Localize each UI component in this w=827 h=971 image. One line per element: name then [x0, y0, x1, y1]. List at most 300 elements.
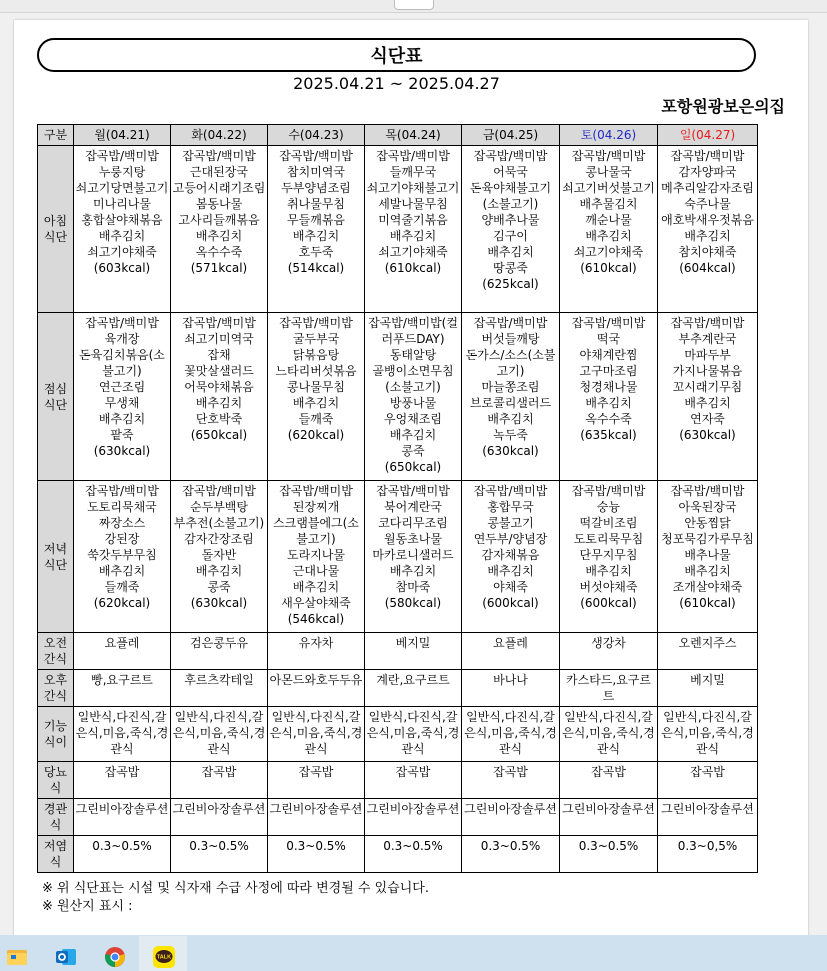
row-label: 기능 식이 [38, 707, 74, 762]
menu-item: 쇠고기버섯불고기 [562, 181, 655, 195]
row-label: 오전 간식 [38, 633, 74, 670]
menu-item: (630kcal) [93, 444, 151, 458]
menu-item: 마카로니샐러드 [372, 548, 454, 562]
menu-item: 골뱅이소면무침(소불고기) [372, 364, 454, 394]
menu-cell [560, 146, 658, 313]
chrome-icon[interactable] [103, 945, 127, 969]
menu-item: 쇠고기야채불고기 [366, 181, 460, 195]
menu-item: 잡곡밥/백미밥 [85, 149, 159, 163]
page-title: 식단표 [37, 38, 756, 72]
menu-item: 오렌지주스 [678, 636, 737, 650]
menu-item: (546kcal) [287, 612, 345, 626]
menu-cell [74, 670, 171, 707]
kakaotalk-icon[interactable] [152, 945, 176, 969]
table-header-row [38, 125, 758, 146]
menu-item: 0.3~0.5% [286, 839, 346, 853]
table-row [38, 481, 758, 633]
menu-cell [171, 707, 268, 762]
menu-item: 부추전(소불고기) [173, 516, 265, 530]
menu-item: 떡국 [596, 332, 621, 346]
day-header: 금(04.25) [462, 125, 560, 146]
menu-item: 감자채볶음 [481, 548, 540, 562]
menu-item: 쇠고기야채죽 [573, 245, 644, 259]
menu-cell [560, 313, 658, 481]
menu-item: 새우살야채죽 [281, 596, 351, 610]
menu-cell [74, 836, 171, 873]
menu-item: 유자차 [298, 636, 334, 650]
row-label: 경관 식 [38, 799, 74, 836]
menu-cell [560, 836, 658, 873]
menu-item: (514kcal) [287, 261, 345, 275]
menu-item: 잡곡밥 [298, 765, 334, 779]
menu-item: 잡곡밥/백미밥 [571, 316, 646, 330]
menu-item: 미나리나물 [93, 197, 151, 211]
menu-item: (610kcal) [580, 261, 637, 275]
menu-item: 잡곡밥/백미밥 [182, 484, 256, 498]
menu-item: 연자죽 [690, 412, 725, 426]
day-header: 수(04.23) [268, 125, 365, 146]
menu-item: 감자간장조림 [184, 532, 254, 546]
menu-cell [560, 481, 658, 633]
menu-item: 그린비아장솔루션 [464, 802, 557, 816]
menu-item: 쇠고기야채죽 [87, 245, 157, 259]
meal-plan-table [37, 124, 758, 873]
menu-cell [74, 762, 171, 799]
menu-item: 배추김치 [487, 245, 534, 259]
menu-item: (600kcal) [482, 596, 539, 610]
menu-item: 배추김치 [585, 396, 632, 410]
corner-header: 구분 [38, 125, 74, 146]
menu-item: 돌자반 [201, 548, 237, 562]
menu-item: 누룽지탕 [98, 165, 146, 179]
menu-cell [560, 799, 658, 836]
menu-item: 잡곡밥/백미밥 [473, 484, 548, 498]
menu-cell [365, 481, 462, 633]
row-label: 아침 식단 [38, 146, 74, 313]
menu-item: 배추김치 [195, 229, 243, 243]
menu-item: 미역줄기볶음 [378, 213, 448, 227]
menu-item: 강된장 [104, 532, 140, 546]
menu-item: 잡곡밥/백미밥 [279, 484, 353, 498]
menu-cell [74, 481, 171, 633]
menu-item: 잡곡밥 [690, 765, 725, 779]
menu-item: 두부양념조림 [281, 181, 351, 195]
menu-item: 잡곡밥 [493, 765, 528, 779]
menu-item: 코다리무조림 [378, 516, 448, 530]
menu-item: 배추김치 [585, 564, 632, 578]
menu-cell [171, 836, 268, 873]
menu-cell [462, 313, 560, 481]
table-row [38, 762, 758, 799]
menu-item: 근대된장국 [190, 165, 248, 179]
menu-cell [171, 146, 268, 313]
menu-item: 야채계란찜 [579, 348, 638, 362]
menu-item: 콩나물무침 [287, 380, 345, 394]
menu-cell [462, 146, 560, 313]
menu-item: (650kcal) [384, 460, 442, 474]
menu-item: 잡곡밥/백미밥 [473, 149, 548, 163]
menu-cell [74, 707, 171, 762]
menu-cell [658, 313, 758, 481]
menu-item: 무들깨볶음 [287, 213, 345, 227]
menu-item: (630kcal) [190, 596, 248, 610]
menu-item: (620kcal) [93, 596, 151, 610]
menu-item: 돈육김치볶음(소불고기) [79, 348, 165, 378]
menu-item: 후르츠칵테일 [184, 673, 254, 687]
menu-item: 땅콩죽 [493, 261, 528, 275]
menu-item: 배추김치 [487, 564, 534, 578]
menu-item: 배추김치 [389, 229, 437, 243]
menu-item: 돈육야채불고기(소불고기) [469, 181, 552, 211]
menu-item: 우엉채조림 [384, 412, 442, 426]
menu-item: 콩죽 [207, 580, 231, 594]
menu-item: 참치미역국 [287, 165, 345, 179]
menu-item: 콩불고기 [487, 516, 534, 530]
menu-item: (620kcal) [287, 428, 345, 442]
menu-item: 잡곡밥/백미밥 [85, 316, 159, 330]
menu-item: 배추김치 [195, 564, 243, 578]
menu-item: 잡곡밥/백미밥 [670, 316, 745, 330]
menu-cell [462, 836, 560, 873]
menu-item: 일반식,다진식,갈은식,미음,죽식,경관식 [75, 710, 169, 756]
menu-item: 야채죽 [493, 580, 528, 594]
day-header: 목(04.24) [365, 125, 462, 146]
menu-item: 계란,요구르트 [376, 673, 450, 687]
menu-item: 배추김치 [389, 428, 437, 442]
kakaotalk-icon-label: TALK [156, 954, 172, 961]
menu-item: 베지밀 [690, 673, 725, 687]
menu-cell [171, 799, 268, 836]
menu-item: 안동찜닭 [684, 516, 731, 530]
menu-cell [560, 670, 658, 707]
menu-cell [658, 707, 758, 762]
menu-item: 녹두죽 [493, 428, 528, 442]
menu-cell [560, 762, 658, 799]
menu-cell [462, 481, 560, 633]
menu-cell [658, 481, 758, 633]
menu-item: 순두부백탕 [190, 500, 248, 514]
menu-cell [462, 670, 560, 707]
menu-item: 꼬시래기무침 [672, 380, 743, 394]
table-row [38, 836, 758, 873]
menu-item: 봄동나물 [195, 197, 243, 211]
menu-item: 홍합무국 [487, 500, 534, 514]
facility-name: 포항원광보은의집 [661, 97, 785, 116]
menu-item: 콩죽 [401, 444, 425, 458]
menu-item: 그린비아장솔루션 [366, 802, 460, 816]
menu-cell [268, 313, 365, 481]
day-header: 일(04.27) [658, 125, 758, 146]
menu-item: 배추김치 [487, 412, 534, 426]
menu-item: 고등어시래기조림 [172, 181, 266, 195]
menu-item: 그린비아장솔루션 [562, 802, 655, 816]
menu-item: (603kcal) [93, 261, 151, 275]
menu-item: 일반식,다진식,갈은식,미음,죽식,경관식 [464, 710, 557, 756]
menu-item: 단호박죽 [195, 412, 243, 426]
menu-item: 그린비아장솔루션 [661, 802, 754, 816]
menu-item: 생강차 [591, 636, 626, 650]
menu-cell [462, 707, 560, 762]
menu-item: (610kcal) [679, 596, 736, 610]
menu-item: 브로콜리샐러드 [469, 396, 552, 410]
menu-item: 카스타드,요구르트 [566, 673, 651, 703]
menu-cell [268, 633, 365, 670]
menu-item: 연근조림 [98, 380, 146, 394]
menu-item: 잡곡밥 [395, 765, 431, 779]
menu-item: 도토리묵채국 [87, 500, 157, 514]
menu-item: 그린비아장솔루션 [172, 802, 266, 816]
menu-item: 일반식,다진식,갈은식,미음,죽식,경관식 [661, 710, 754, 756]
menu-cell [171, 762, 268, 799]
table-row [38, 670, 758, 707]
menu-item: 검은콩두유 [190, 636, 248, 650]
menu-item: 취나물무침 [287, 197, 345, 211]
row-label: 오후 간식 [38, 670, 74, 707]
menu-item: 배추김치 [292, 396, 340, 410]
menu-item: 들깨죽 [298, 412, 334, 426]
menu-item: 0.3~0.5% [189, 839, 249, 853]
menu-item: 북어계란국 [384, 500, 442, 514]
menu-item: 단무지무침 [579, 548, 638, 562]
menu-item: 잡채 [207, 348, 231, 362]
menu-item: 어묵야채볶음 [184, 380, 254, 394]
menu-item: 쇠고기당면불고기 [75, 181, 169, 195]
day-header: 월(04.21) [74, 125, 171, 146]
notes [42, 880, 429, 916]
menu-item: 옥수수죽 [195, 245, 243, 259]
menu-cell [658, 836, 758, 873]
menu-cell [462, 762, 560, 799]
menu-item: 바나나 [493, 673, 528, 687]
menu-item: 팥죽 [110, 428, 134, 442]
menu-cell [365, 313, 462, 481]
menu-item: 도토리묵무침 [573, 532, 644, 546]
menu-item: 육개장 [104, 332, 140, 346]
menu-item: 베지밀 [395, 636, 431, 650]
menu-item: 연두부/양념장 [473, 532, 548, 546]
menu-item: (580kcal) [384, 596, 442, 610]
menu-cell [365, 836, 462, 873]
menu-cell [365, 670, 462, 707]
menu-item: 그린비아장솔루션 [269, 802, 363, 816]
menu-item: 쇠고기미역국 [184, 332, 254, 346]
menu-item: 0.3~0,5% [677, 839, 738, 853]
menu-cell [268, 670, 365, 707]
menu-cell [268, 707, 365, 762]
menu-item: 배추김치 [585, 229, 632, 243]
menu-item: 빵,요구르트 [91, 673, 153, 687]
menu-item: 어묵국 [493, 165, 528, 179]
menu-item: 0.3~0.5% [578, 839, 639, 853]
row-label: 당뇨 식 [38, 762, 74, 799]
menu-cell [74, 146, 171, 313]
menu-item: 아몬드와호두두유 [269, 673, 363, 687]
menu-item: 무생채 [104, 396, 140, 410]
menu-item: 잡곡밥 [201, 765, 237, 779]
menu-item: 잡곡밥/백미밥 [670, 484, 745, 498]
menu-item: 일반식,다진식,갈은식,미음,죽식,경관식 [269, 710, 363, 756]
menu-item: 느타리버섯볶음 [275, 364, 357, 378]
menu-item: 잡곡밥/백미밥 [279, 316, 353, 330]
menu-item: 0.3~0.5% [92, 839, 152, 853]
menu-item: 그린비아장솔루션 [75, 802, 169, 816]
menu-item: 배추김치 [292, 229, 340, 243]
menu-cell [365, 762, 462, 799]
table-row [38, 633, 758, 670]
table-row [38, 146, 758, 313]
menu-item: 버섯들깨탕 [481, 332, 540, 346]
day-header: 토(04.26) [560, 125, 658, 146]
menu-item: 잡곡밥/백미밥 [376, 484, 450, 498]
menu-cell [462, 799, 560, 836]
menu-item: 도라지나물 [287, 548, 345, 562]
menu-cell [560, 707, 658, 762]
row-label: 저녁 식단 [38, 481, 74, 633]
menu-item: 부추계란국 [678, 332, 737, 346]
menu-item: 동태알탕 [389, 348, 437, 362]
menu-item: 들깨죽 [104, 580, 140, 594]
menu-item: 0.3~0.5% [383, 839, 443, 853]
table-row [38, 313, 758, 481]
menu-item: 잡곡밥 [591, 765, 626, 779]
menu-item: 방풍나물 [389, 396, 437, 410]
menu-item: 잡곡밥/백미밥 [182, 149, 256, 163]
menu-cell [658, 799, 758, 836]
file-explorer-icon[interactable] [5, 945, 29, 969]
menu-cell [462, 633, 560, 670]
menu-item: 잡곡밥/백미밥 [279, 149, 353, 163]
menu-item: 배추김치 [98, 564, 146, 578]
table-row [38, 707, 758, 762]
menu-item: 홍합살야채볶음 [81, 213, 163, 227]
menu-item: 잡곡밥/백미밥 [376, 149, 450, 163]
menu-item: 참치야채죽 [678, 245, 737, 259]
menu-item: 배추김치 [98, 229, 146, 243]
menu-item: 배추김치 [389, 564, 437, 578]
menu-item: 숭늉 [596, 500, 621, 514]
menu-item: 된장찌개 [292, 500, 340, 514]
menu-item: 마파두부 [684, 348, 731, 362]
menu-cell [74, 799, 171, 836]
menu-item: 스크램블에그(소불고기) [273, 516, 359, 546]
menu-item: 잡곡밥/백미밥 [473, 316, 548, 330]
menu-item: 버섯야채죽 [579, 580, 638, 594]
row-label: 점심 식단 [38, 313, 74, 481]
row-label: 저염 식 [38, 836, 74, 873]
outlook-icon[interactable] [54, 945, 78, 969]
menu-cell [658, 146, 758, 313]
menu-item: 마늘쫑조림 [481, 380, 540, 394]
menu-item: 배추김치 [195, 396, 243, 410]
menu-item: 메추리알감자조림 [661, 181, 754, 195]
menu-item: (630kcal) [679, 428, 736, 442]
menu-item: 요플레 [493, 636, 528, 650]
menu-item: 근대나물 [292, 564, 340, 578]
menu-cell [268, 146, 365, 313]
viewer-top-bar [0, 0, 827, 13]
menu-item: 양배추나물 [481, 213, 540, 227]
menu-cell [171, 633, 268, 670]
menu-cell [365, 633, 462, 670]
menu-item: 잡곡밥/백미밥 [182, 316, 256, 330]
menu-cell [268, 799, 365, 836]
menu-item: (571kcal) [190, 261, 248, 275]
menu-item: 호두죽 [298, 245, 334, 259]
menu-item: 가지나물볶음 [672, 364, 743, 378]
menu-cell [560, 633, 658, 670]
menu-cell [171, 670, 268, 707]
menu-item: 요플레 [104, 636, 140, 650]
menu-item: 잡곡밥 [104, 765, 140, 779]
menu-item: 배추김치 [684, 396, 731, 410]
menu-item: 잡곡밥/백미밥 [85, 484, 159, 498]
menu-item: 배추김치 [292, 580, 340, 594]
menu-item: 콩나물국 [585, 165, 632, 179]
menu-item: 잡곡밥/백미밥(컬러푸드DAY) [368, 316, 458, 346]
menu-item: (625kcal) [482, 277, 539, 291]
menu-cell [268, 762, 365, 799]
menu-item: 짜장소스 [98, 516, 146, 530]
menu-item: (650kcal) [190, 428, 248, 442]
note-origin-label: ※ 원산지 표시 : [42, 899, 133, 914]
menu-cell [74, 633, 171, 670]
menu-item: (604kcal) [679, 261, 736, 275]
viewer-tab-handle[interactable] [394, 0, 434, 10]
menu-item: 일반식,다진식,갈은식,미음,죽식,경관식 [562, 710, 655, 756]
menu-item: 배추김치 [684, 564, 731, 578]
menu-item: 청포묵김가루무침 [661, 532, 754, 546]
menu-cell [365, 799, 462, 836]
menu-item: 일반식,다진식,갈은식,미음,죽식,경관식 [172, 710, 266, 756]
menu-item: 떡갈비조림 [579, 516, 638, 530]
menu-item: 숙주나물 [684, 197, 731, 211]
menu-item: 깨순나물 [585, 213, 632, 227]
menu-item: 고구마조림 [579, 364, 638, 378]
menu-item: 쑥갓두부무침 [87, 548, 157, 562]
menu-item: 감자양파국 [678, 165, 737, 179]
menu-cell [171, 481, 268, 633]
menu-item: 옥수수죽 [585, 412, 632, 426]
note-change-notice: ※ 위 식단표는 시설 및 식자재 수급 사정에 따라 변경될 수 있습니다. [42, 881, 429, 896]
menu-item: 청경채나물 [579, 380, 638, 394]
menu-item: 쇠고기야채죽 [378, 245, 448, 259]
menu-cell [74, 313, 171, 481]
menu-item: 김구이 [493, 229, 528, 243]
menu-item: 꽃맛살샐러드 [184, 364, 254, 378]
menu-cell [658, 762, 758, 799]
menu-item: 배추나물 [684, 548, 731, 562]
menu-item: 세발나물무침 [378, 197, 448, 211]
menu-cell [365, 707, 462, 762]
menu-item: 아욱된장국 [678, 500, 737, 514]
menu-cell [658, 670, 758, 707]
menu-item: 돈가스/소스(소불고기) [465, 348, 556, 378]
menu-item: 0.3~0.5% [480, 839, 541, 853]
menu-cell [658, 633, 758, 670]
day-header: 화(04.22) [171, 125, 268, 146]
menu-item: 배추김치 [98, 412, 146, 426]
menu-item: 잡곡밥/백미밥 [571, 149, 646, 163]
menu-item: 잡곡밥/백미밥 [670, 149, 745, 163]
menu-item: 일반식,다진식,갈은식,미음,죽식,경관식 [366, 710, 460, 756]
menu-item: 배추물김치 [579, 197, 638, 211]
date-range: 2025.04.21 ~ 2025.04.27 [293, 74, 500, 93]
menu-item: 참마죽 [395, 580, 431, 594]
menu-cell [171, 313, 268, 481]
menu-item: 배추김치 [684, 229, 731, 243]
menu-item: 잡곡밥/백미밥 [571, 484, 646, 498]
menu-item: 닭볶음탕 [292, 348, 340, 362]
